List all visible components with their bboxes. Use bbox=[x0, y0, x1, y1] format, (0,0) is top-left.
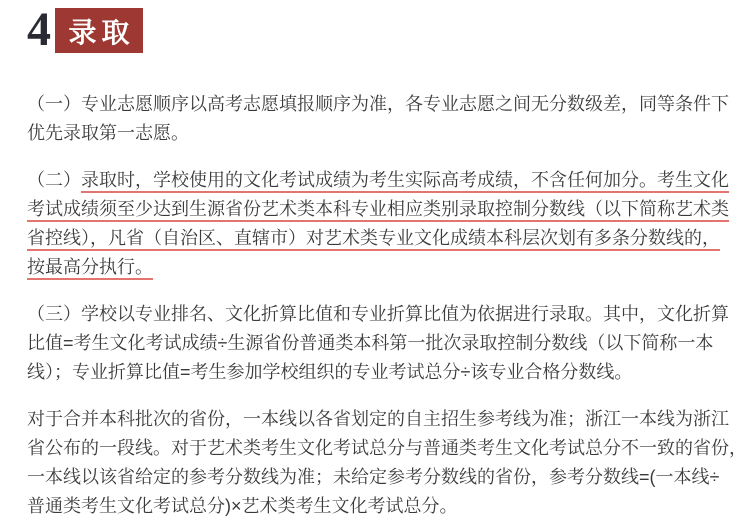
underlined-text: 按最高分执行。 bbox=[27, 257, 153, 280]
text-line: 线）；专业折算比值=考生参加学校组织的专业考试总分÷该专业合格分数线。 bbox=[27, 362, 633, 382]
underlined-text: 省控线），凡省（自治区、直辖市）对艺术类专业文化成绩本科层次划有多条分数线的， bbox=[27, 228, 720, 251]
text-line bbox=[27, 224, 720, 253]
underlined-text: 考试成绩须至少达到生源省份艺术类本科专业相应类别录取控制分数线（以下简称艺术类 bbox=[27, 199, 729, 222]
section-number: 4 bbox=[27, 3, 51, 56]
paragraph-2-prefix: （二） bbox=[27, 170, 81, 190]
text-line: 普通类考生文化考试总分)×艺术类考生文化考试总分。 bbox=[27, 496, 458, 516]
section-title-badge: 录取 bbox=[55, 8, 143, 53]
text-line bbox=[27, 195, 729, 224]
text-line bbox=[27, 166, 729, 195]
text-line bbox=[27, 253, 720, 282]
text-line: 优先录取第一志愿。 bbox=[27, 123, 189, 143]
text-line: 省公布的一段线。对于艺术类考生文化考试总分与普通类考生文化考试总分不一致的省份， bbox=[27, 438, 747, 458]
paragraph-4 bbox=[27, 405, 747, 521]
text-line: （三）学校以专业排名、文化折算比值和专业折算比值为依据进行录取。其中，文化折算 bbox=[27, 304, 729, 324]
text-line: 比值=考生文化考试成绩÷生源省份普通类本科第一批次录取控制分数线（以下简称一本 bbox=[27, 333, 714, 353]
section-header bbox=[0, 0, 747, 56]
document-body bbox=[0, 90, 747, 521]
text-line: 对于合并本科批次的省份，一本线以各省划定的自主招生参考线为准；浙江一本线为浙江 bbox=[27, 409, 729, 429]
underlined-text: 录取时，学校使用的文化考试成绩为考生实际高考成绩，不含任何加分。考生文化 bbox=[81, 170, 729, 193]
text-line: 一本线以该省给定的参考分数线为准；未给定参考分数线的省份，参考分数线=(一本线÷ bbox=[27, 467, 720, 487]
paragraph-3 bbox=[27, 300, 729, 387]
paragraph-2 bbox=[27, 166, 729, 282]
text-line: （一）专业志愿顺序以高考志愿填报顺序为准，各专业志愿之间无分数级差，同等条件下 bbox=[27, 94, 729, 114]
paragraph-1 bbox=[27, 90, 729, 148]
